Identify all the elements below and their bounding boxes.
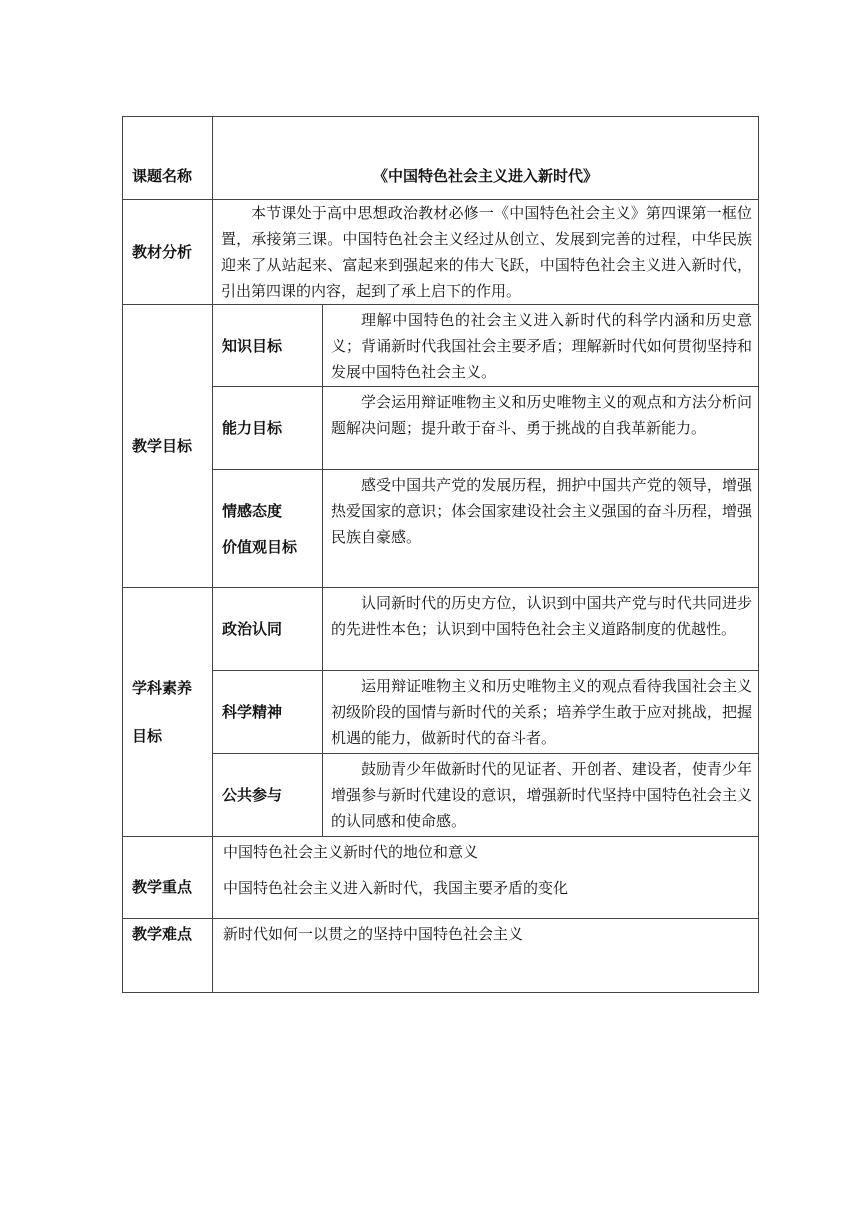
emotion-goal-label-line1: 情感态度 — [222, 501, 283, 520]
key-point-2: 中国特色社会主义进入新时代，我国主要矛盾的变化 — [223, 879, 569, 897]
emotion-goal-label-line2: 价值观目标 — [222, 537, 298, 556]
literacy-goals-label — [123, 588, 213, 837]
key-point-1: 中国特色社会主义新时代的地位和意义 — [223, 843, 479, 861]
row-topic — [123, 117, 759, 200]
knowledge-goal-label: 知识目标 — [213, 305, 323, 387]
ability-goal-label: 能力目标 — [213, 387, 323, 470]
row-ability-goal — [123, 387, 759, 470]
public-participation-label: 公共参与 — [213, 754, 323, 837]
scientific-spirit-text: 运用辩证唯物主义和历史唯物主义的观点看待我国社会主义初级阶段的国情与新时代的关系；培养学生敢于应对挑战，把握机遇的能力，做新时代的奋斗者。 — [323, 671, 759, 754]
scientific-spirit-label: 科学精神 — [213, 671, 323, 754]
key-points-cell — [213, 837, 759, 919]
difficulty-text: 新时代如何一以贯之的坚持中国特色社会主义 — [213, 919, 759, 993]
row-key-points — [123, 837, 759, 919]
ability-goal-text: 学会运用辩证唯物主义和历史唯物主义的观点和方法分析问题解决问题；提升敢于奋斗、勇于挑战的自我革新能力。 — [323, 387, 759, 470]
literacy-goals-label-line2: 目标 — [132, 727, 163, 745]
political-identity-text: 认同新时代的历史方位，认识到中国共产党与时代共同进步的先进性本色；认识到中国特色社会主义道路制度的优越性。 — [323, 588, 759, 671]
public-participation-text: 鼓励青少年做新时代的见证者、开创者、建设者，使青少年增强参与新时代建设的意识，增强新时代坚持中国特色社会主义的认同感和使命感。 — [323, 754, 759, 837]
material-text: 本节课处于高中思想政治教材必修一《中国特色社会主义》第四课第一框位置，承接第三课。中国特色社会主义经过从创立、发展到完善的过程，中华民族迎来了从站起来、富起来到强起来的伟大飞跃，中国特色社会主义进入新时代，引出第四课的内容，起到了承上启下的作用。 — [213, 200, 759, 305]
key-points-label: 教学重点 — [123, 837, 213, 919]
row-emotion-goal — [123, 470, 759, 588]
topic-label: 课题名称 — [123, 117, 213, 200]
lesson-plan-sheet — [122, 116, 758, 993]
emotion-goal-label — [213, 470, 323, 588]
material-label: 教材分析 — [123, 200, 213, 305]
lesson-plan-table — [122, 116, 759, 993]
literacy-goals-label-line1: 学科素养 — [132, 679, 193, 697]
row-public-participation — [123, 754, 759, 837]
emotion-goal-text: 感受中国共产党的发展历程，拥护中国共产党的领导，增强热爱国家的意识；体会国家建设社会主义强国的奋斗历程，增强民族自豪感。 — [323, 470, 759, 588]
row-material — [123, 200, 759, 305]
row-difficulty — [123, 919, 759, 993]
political-identity-label: 政治认同 — [213, 588, 323, 671]
topic-value: 《中国特色社会主义进入新时代》 — [213, 117, 759, 200]
difficulty-label: 教学难点 — [123, 919, 213, 993]
row-scientific-spirit — [123, 671, 759, 754]
row-political-identity — [123, 588, 759, 671]
teaching-goals-label: 教学目标 — [123, 305, 213, 588]
row-knowledge-goal — [123, 305, 759, 387]
knowledge-goal-text: 理解中国特色的社会主义进入新时代的科学内涵和历史意义；背诵新时代我国社会主要矛盾；理解新时代如何贯彻坚持和发展中国特色社会主义。 — [323, 305, 759, 387]
